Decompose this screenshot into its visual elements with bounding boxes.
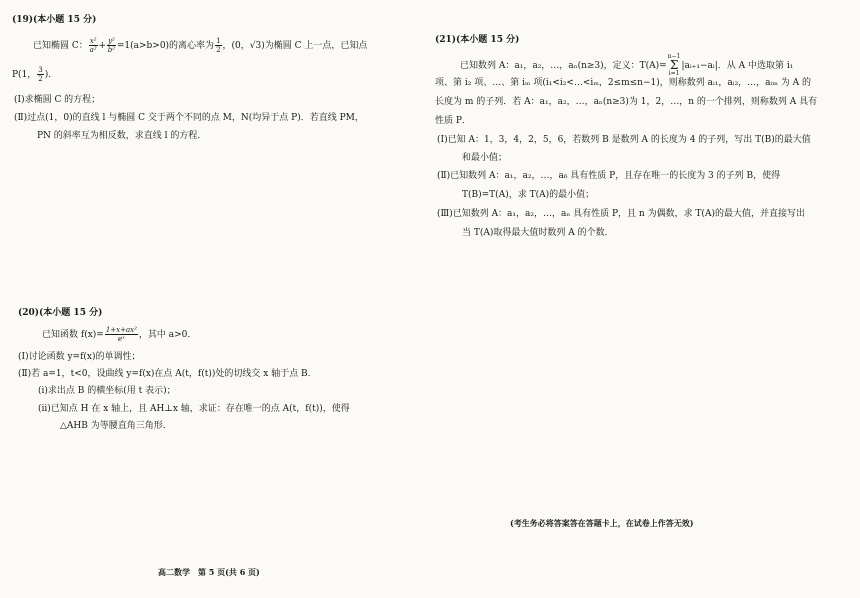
q20-part1: (Ⅰ)讨论函数 y=f(x)的单调性； <box>18 352 141 362</box>
page-footer: 高二数学 第 5 页(共 6 页) <box>158 567 260 577</box>
q20-heading: (20)(本小题 15 分) <box>18 308 103 318</box>
q19-stem-line1: 已知椭圆 C： $\frac{\text{x²}}{\text{a²}}$ + $\frac{\text{y²}}{\text{b²}}$ =1(a>b>0)的离心率为 $\frac{1}{2}$ ，(0，√3)为椭圆 C 上一点，已知点 <box>33 37 368 54</box>
q20-sub2-line1: (ⅱ)已知点 H 在 x 轴上，且 AH⊥x 轴，求证：存在唯一的点 A(t，f(t))，使得 <box>38 404 350 414</box>
q21-heading: (21)(本小题 15 分) <box>435 35 520 45</box>
q19-stem-b: =1(a>b>0)的离心率为 <box>116 41 215 51</box>
q19-part2-line1: (Ⅱ)过点(1，0)的直线 l 与椭圆 C 交于两个不同的点 M，N(均异于点 P)．若直线 PM， <box>14 113 364 123</box>
y2-over-b2: $\frac{\text{y²}}{\text{b²}}$ <box>107 37 116 54</box>
q20-function: 已知函数 f(x)= $\frac{\text{1+x+ax²}}{\text{eˣ}}$ ，其中 a>0． <box>42 326 197 343</box>
q19-part1: (Ⅰ)求椭圆 C 的方程； <box>14 95 101 105</box>
three-halves: $\frac{3}{2}$ <box>38 66 43 83</box>
q21-part3-line1: (Ⅲ)已知数列 A：a₁，a₂，…，aₙ 具有性质 P，且 n 为偶数，求 T(A)的最大值，并直接写出 <box>437 209 805 219</box>
q19-stem-a: 已知椭圆 C： <box>33 41 88 51</box>
q21-part2-line2: T(B)=T(A)，求 T(A)的最小值； <box>462 190 595 200</box>
q20-sub1: (ⅰ)求出点 B 的横坐标(用 t 表示)； <box>38 386 176 396</box>
q21-line3: 长度为 m 的子列．若 A：a₁，a₂，…，aₙ(n≥3)为 1，2，…，n 的一个排列，则称数列 A 具有 <box>435 97 818 107</box>
summation-sign: n−1 Σ i=1 <box>667 53 681 77</box>
q21-part1-line2: 和最小值； <box>462 153 508 163</box>
q19-stem-c: ，(0，√3)为椭圆 C 上一点，已知点 <box>222 41 368 51</box>
q21-line1: 已知数列 A：a₁，a₂，…，aₙ(n≥3)，定义：T(A)=n−1 Σ i=1|aᵢ₊₁−aᵢ|．从 A 中选取第 i₁ <box>460 53 794 77</box>
q21-part1-line1: (Ⅰ)已知 A：1，3，4，2，5，6，若数列 B 是数列 A 的长度为 4 的子列，写出 T(B)的最大值 <box>437 135 811 145</box>
half-fraction: $\frac{1}{2}$ <box>216 37 221 54</box>
x2-over-a2: $\frac{\text{x²}}{\text{a²}}$ <box>89 37 97 54</box>
q19-part2-line2: PN 的斜率互为相反数，求直线 l 的方程． <box>37 131 207 141</box>
q19-point-p: P(1， $\frac{3}{2}$ )． <box>12 66 58 83</box>
q21-line2: 项、第 i₂ 项、…、第 iₘ 项(i₁<i₂<…<iₘ，2≤m≤n−1)，则称数列 aᵢ₁，aᵢ₂，…，aᵢₘ 为 A 的 <box>435 78 811 88</box>
q21-part2-line1: (Ⅱ)已知数列 A：a₁，a₂，…，a₆ 具有性质 P，且存在唯一的长度为 3 的子列 B，使得 <box>437 171 781 181</box>
answer-sheet-notice: (考生务必将答案答在答题卡上，在试卷上作答无效) <box>510 518 694 528</box>
q20-sub2-line2: △AHB 为等腰直角三角形． <box>60 421 172 431</box>
q21-part3-line2: 当 T(A)取得最大值时数列 A 的个数． <box>462 228 614 238</box>
function-fraction: $\frac{\text{1+x+ax²}}{\text{eˣ}}$ <box>105 326 137 343</box>
q19-heading: (19)(本小题 15 分) <box>12 15 97 25</box>
q21-line4: 性质 P． <box>435 116 471 126</box>
q20-part2: (Ⅱ)若 a=1，t<0，设曲线 y=f(x)在点 A(t，f(t))处的切线交 x 轴于点 B． <box>18 369 317 379</box>
